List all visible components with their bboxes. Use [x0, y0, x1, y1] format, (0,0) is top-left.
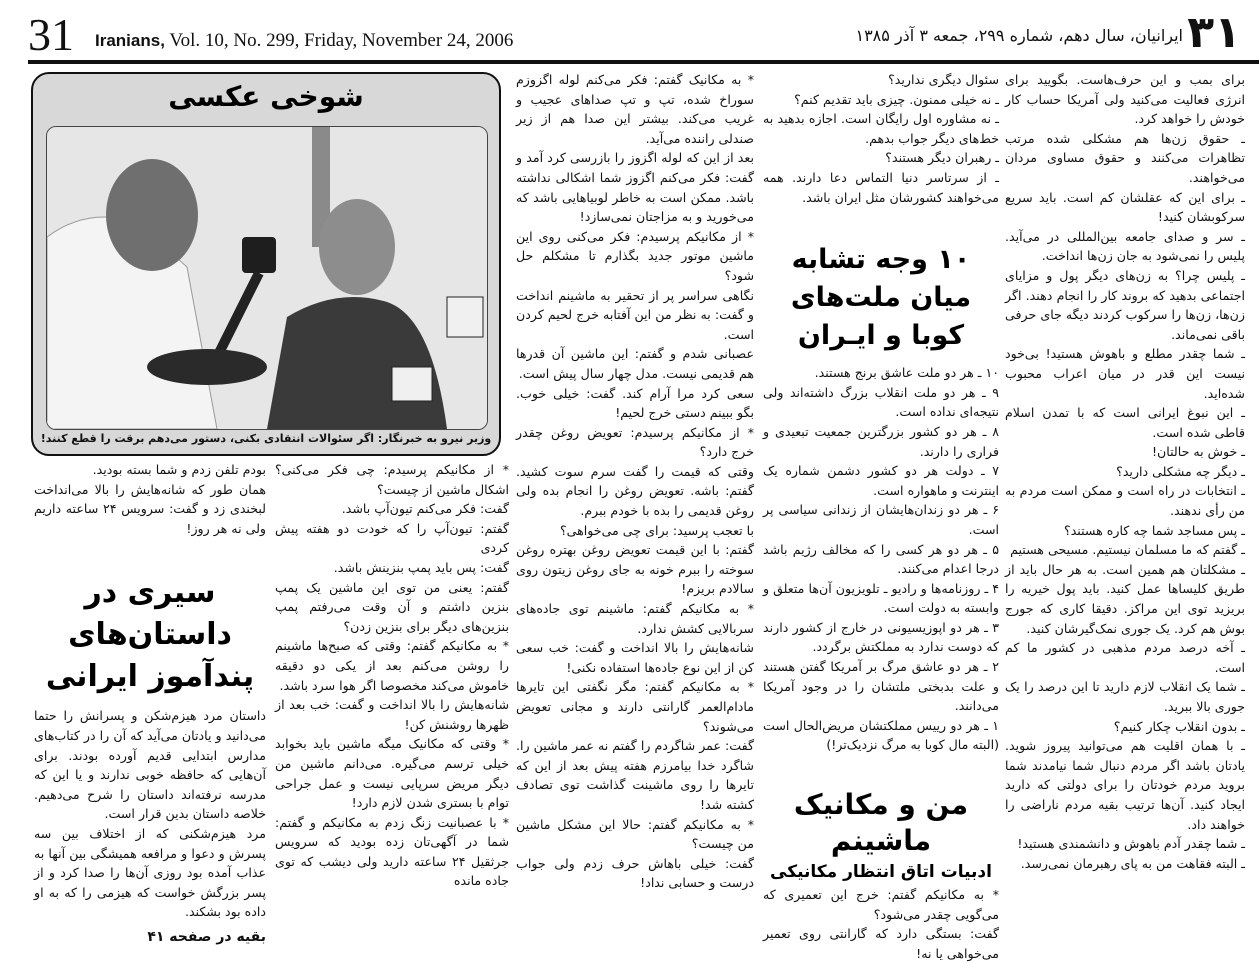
paragraph: بودم تلفن زدم و شما بسته بودید.	[92, 462, 266, 477]
reporter-head	[106, 159, 198, 271]
paragraph: ـ حقوق زن‌ها هم مشکلی شده مرتب تظاهرات می‌کنند و حقوق مساوی مردان می‌خواهند.	[1005, 130, 1245, 185]
paragraph: ـ دیگر چه مشکلی دارید؟	[1116, 463, 1245, 479]
paragraph: * وقتی که مکانیک میگه ماشین باید بخوابد خیلی ترسم می‌گیره. می‌دانم ماشین من دیگر مریض سرپایی نیست و عمل جراحی توام با بستری شدن لازم دارد!	[275, 736, 509, 811]
paragraph: سئوال دیگری ندارید؟	[888, 72, 999, 87]
issue-info-en	[95, 30, 513, 52]
paragraph: ـ پس مساجد شما چه کاره هستند؟	[1064, 522, 1245, 538]
mechanic-headline: من و مکانیک ماشینم	[793, 788, 969, 858]
paragraph: شانه‌هایش را بالا انداخت و گفت: خب سعی کن از این نوع جاده‌ها استفاده نکنی!	[516, 640, 754, 675]
paragraph: * از مکانیکم پرسیدم: فکر می‌کنی روی این ماشین موتور جدید بگذارم تا مشکلم حل شود؟	[516, 228, 754, 283]
column-1	[1005, 70, 1245, 873]
column-4	[275, 460, 509, 891]
minister-head	[319, 199, 395, 295]
paragraph: داستان مرد هیزم‌شکن و پسرانش را حتما می‌دانید و یادتان می‌آید که آن را در کتاب‌های مدارس ابتدایی قدیم آورده بودند. برای آن‌هایی که حافظه خوبی ندارند و یا این که مدرسه نرفته‌اند داستان را شرح می‌دهیم. خلاصه داستان بدین قرار است.	[34, 708, 266, 822]
press-conference-photo	[46, 126, 488, 430]
microphone-flag-1	[242, 237, 276, 273]
list-item: ۱ ـ هر دو رییس مملکتشان مریض‌الحال است (البته مال کوبا به مرگ نزدیک‌تر!)	[763, 717, 999, 753]
paragraph: ـ از سرتاسر دنیا التماس دعا دارند. همه می‌خواهند کشورشان مثل ایران باشد.	[763, 169, 999, 205]
paragraph: ـ نه خیلی ممنون. چیزی باید تقدیم کنم؟	[794, 91, 999, 107]
list-item: ۷ ـ دولت هر دو کشور دشمن شماره یک اینترنت و ماهواره است.	[763, 463, 999, 498]
photo-illustration	[47, 127, 487, 429]
paragraph: * از مکانیکم پرسیدم: تعویض روغن چقدر خرج دارد؟	[516, 424, 754, 460]
paragraph: ـ آخه درصد مردم مذهبی در کشور ما کم است.	[1005, 640, 1245, 675]
photo-caption: وزیر نیرو به خبرنگار: اگر سئوالات انتقادی بکنی، دستور می‌دهم برقت را قطع کنند!	[40, 432, 492, 445]
paragraph: همان طور که شانه‌هایش را بالا می‌انداخت لبخندی زد و گفت: سرویس ۲۴ ساعته داریم ولی نه هر روز!	[34, 481, 266, 536]
paragraph: ـ رهبران دیگر هستند؟	[885, 150, 999, 166]
column-5	[34, 460, 266, 948]
paragraph: گفت: خیلی باهاش حرف زدم ولی جواب درست و حسابی نداد!	[516, 855, 754, 891]
stories-headline: سیری در داستان‌های پندآموز ایرانی	[45, 575, 255, 695]
page-number-fa: ۳۱	[1187, 7, 1241, 58]
paragraph: ـ بدون انقلاب چکار کنیم؟	[1113, 718, 1245, 734]
paragraph: ـ این نبوغ ایرانی است که با تمدن اسلام قاطی شده است.	[1005, 405, 1245, 440]
paragraph: گفت: بستگی دارد که گارانتی روی تعمیر می‌خواهی یا نه!	[763, 926, 999, 961]
microphone-flag-2	[392, 367, 432, 401]
list-item: ۹ ـ هر دو ملت انقلاب بزرگ داشته‌اند ولی نتیجه‌ای نداده است.	[763, 384, 999, 420]
list-item: ۵ ـ هر دو هر کسی را که مخالف رژیم باشد درجا اعدام می‌کنند.	[763, 541, 999, 577]
cuba-iran-headline: ۱۰ وجه تشابه میان ملت‌های کوبا و ایـران	[790, 244, 972, 352]
masthead-rule	[28, 60, 1259, 64]
paragraph: برای بمب و این حرف‌هاست. بگویید برای انرژی فعالیت می‌کنید ولی آمریکا حساب کار خودش را خواهد کرد.	[1005, 72, 1245, 127]
paragraph: ـ گفتم که ما مسلمان نیستیم. مسیحی هستیم	[1010, 542, 1245, 558]
column-2	[763, 70, 999, 963]
paragraph: ـ با همان اقلیت هم می‌توانید پیروز شوید. یادتان باشد اگر مردم دنبال شما نیامدند شما بروید مردم خودتان را برای دولتی که دارید ایجاد کنید. آن‌ها ترتیب بقیه مردم ناراضی را خواهند داد.	[1005, 738, 1245, 832]
paragraph: گفتم: تیون‌آپ را که خودت دو هفته پیش کردی	[275, 520, 509, 556]
issue-info-fa: ایرانیان، سال دهم، شماره ۲۹۹، جمعه ۳ آذر ۱۳۸۵	[855, 26, 1183, 45]
paragraph: ـ البته فقاهت من به پای رهبرمان نمی‌رسد.	[1020, 855, 1245, 871]
mechanic-subheadline: ادبیات اتاق انتظار مکانیکی	[770, 862, 992, 883]
microphone-flag-3	[447, 297, 483, 337]
paragraph: ـ خوش به حالتان!	[1151, 444, 1245, 460]
paragraph: گفتم: با این قیمت تعویض روغن بهتره روغن سوخته را ببرم خونه به جای روغن زیتون روی سالادم بریزم!	[516, 542, 754, 597]
list-item: ۴ ـ روزنامه‌ها و رادیو ـ تلویزیون آن‌ها متعلق و وابسته به دولت است.	[763, 580, 999, 616]
photo-feature-box	[31, 72, 501, 456]
mic-stand-base	[147, 349, 267, 385]
paragraph: * به مکانیک گفتم: فکر می‌کنم لوله اگزوزم سوراخ شده، تپ و تپ صداهای عجیب و غریب می‌کند. بیشتر این صدا هم از زیر صندلی راننده می‌آید.	[516, 72, 754, 146]
list-item: ۳ ـ هر دو اپوزیسیونی در خارج از کشور دارند که دوست ندارد به مملکتش برگردد.	[763, 619, 999, 655]
paragraph: * با عصبانیت زنگ زدم به مکانیکم و گفتم: شما در آگهی‌تان زده بودید که سرویس جرثقیل ۲۴ ساعته دارید ولی دیشب که توی جاده مانده	[275, 814, 510, 889]
paragraph: گفت: پس باید پمپ بنزینش باشد.	[333, 559, 509, 575]
paragraph: عصبانی شدم و گفتم: این ماشین آن قدرها هم قدیمی نیست. مدل چهار سال پیش است.	[516, 346, 754, 381]
paragraph: ـ شما چقدر مطلع و باهوش هستید! بی‌خود نیست این قدر در میان اعراب محبوب شده‌اید.	[1005, 346, 1245, 401]
paragraph: * به مکانیکم گفتم: ماشینم توی جاده‌های سربالایی کشش ندارد.	[516, 601, 754, 636]
paragraph: گفتم: یعنی من توی این ماشین یک پمپ بنزین داشتم و آن وقت می‌رفتم پمپ بنزین‌های دیگر برای بنزین زدن؟	[275, 579, 509, 634]
paragraph: گفت: عمر شاگردم را گفتم نه عمر ماشین را. شاگرد خدا بیامرزم هفته پیش بعد از این که تایرها را روی ماشینت گذاشت توی تصادف کشته شد!	[516, 738, 754, 812]
paragraph: ـ شما یک انقلاب لازم دارید تا این درصد را یک جوری بالا ببرید.	[1005, 679, 1245, 714]
paragraph: سعی کرد مرا آرام کند. گفت: خیلی خوب. بگو ببینم دستی خرج لحیم!	[516, 385, 754, 421]
page-number-en: 31	[28, 9, 74, 60]
issue-line-en: Vol. 10, No. 299, Friday, November 24, 2006	[169, 30, 514, 51]
photo-feature-title: شوخی عکسی	[168, 80, 364, 113]
list-item: ۸ ـ هر دو کشور بزرگترین جمعیت تبعیدی و فراری را دارند.	[763, 423, 999, 459]
paragraph: با تعجب پرسید: برای چی می‌خواهی؟	[559, 522, 754, 538]
paragraph: ـ شما چقدر آدم باهوش و دانشمندی هستید!	[1017, 836, 1245, 852]
paragraph: ـ پلیس چرا؟ به زن‌های دیگر پول و مزایای اجتماعی بدهید که بروند کار را انجام دهند. اگر زن‌ها، زن‌ها را سرکوب کردند دیگه جای حرفی باقی نمی‌ماند.	[1005, 267, 1245, 342]
paragraph: ـ سر و صدای جامعه بین‌المللی در می‌آید. پلیس را نمی‌شود به جان زن‌ها انداخت.	[1005, 228, 1245, 264]
paragraph: * به مکانیکم گفتم: خرج این تعمیری که می‌گویی چقدر می‌شود؟	[763, 887, 999, 922]
paragraph: * به مکانیکم گفتم: حالا این مشکل ماشین من چیست؟	[516, 816, 754, 852]
paragraph: ـ نه مشاوره اول رایگان است. اجازه بدهید به خط‌های دیگر جواب بدهم.	[763, 111, 999, 146]
paragraph: ـ برای این که عقلشان کم است. باید سریع سرکوبشان کنید!	[1005, 189, 1245, 225]
paragraph: بعد از این که لوله اگزوز را بازرسی کرد آمد و گفت: فکر می‌کنم اگزوز شما اشکالی نداشته باشد. ممکن است به خاطر لوبیاهایی باشد که می‌خورید و به مزاجتان نمی‌سازد!	[516, 150, 754, 225]
paragraph: نگاهی سراسر پر از تحقیر به ماشینم انداخت و گفت: به نظر من این آفتابه خرج لحیم کردن است.	[516, 287, 754, 342]
paragraph: * به مکانیکم گفتم: وقتی که صبح‌ها ماشینم را روشن می‌کنم بعد از یکی دو دقیقه خاموش می‌کند مخصوصا اگر هوا سرد باشد.	[275, 638, 509, 693]
paragraph: شانه‌هایش را بالا انداخت و گفت: خب بعد از ظهرها روشنش کن!	[275, 697, 509, 732]
paragraph: ـ مشکلتان هم همین است. به هر حال باید از طریق کلیساها عمل کنید. باید پول خیریه را بریزید توی این مراکز. دقیقا کاری که جورج بوش هم کرد. یک جوری نمک‌گیرشان کنید.	[1005, 561, 1245, 636]
continued-on-page-link[interactable]: بقیه در صفحه ۴۱	[147, 928, 266, 945]
paragraph: * به مکانیکم گفتم: مگر نگفتی این تایرها مادام‌العمر گارانتی دارند و مجانی تعویض می‌شوند؟	[516, 679, 754, 734]
paragraph: ـ انتخابات در راه است و ممکن است مردم به من رأی ندهند.	[1005, 483, 1245, 519]
column-3	[516, 70, 754, 893]
list-item: ۶ ـ هر دو زندان‌هایشان از زندانی سیاسی پر است.	[763, 502, 999, 537]
masthead	[0, 0, 1259, 66]
paragraph: مرد هیزم‌شکنی که از اختلاف بین سه پسرش و دعوا و مرافعه همیشگی بین آنها به عذاب آمده بود روزی آن‌ها را صدا کرد و از پسر بزرگش خواست که هیزمی را که به او داده بود بشکند.	[34, 825, 266, 920]
paragraph: وقتی که قیمت را گفت سرم سوت کشید. گفتم: باشه. تعویض روغن را انجام بده ولی روغن قدیمی را بده با خودم ببرم.	[516, 463, 754, 519]
paragraph: گفت: فکر می‌کنم تیون‌آپ باشد.	[341, 501, 509, 517]
list-item: ۱۰ ـ هر دو ملت عاشق برنج هستند.	[814, 365, 999, 381]
brand-name: Iranians,	[95, 31, 165, 50]
paragraph: * از مکانیکم پرسیدم: چی فکر می‌کنی؟ اشکال ماشین از چیست؟	[275, 462, 509, 497]
list-item: ۲ ـ هر دو عاشق مرگ بر آمریکا گفتن هستند و علت بدبختی ملتشان را در وجود آمریکا می‌دانند.	[763, 659, 999, 714]
